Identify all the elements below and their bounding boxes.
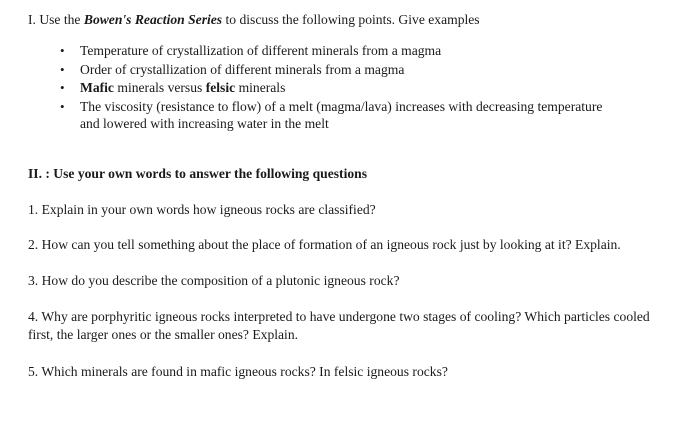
bullet-text-line-1: The viscosity (resistance to flow) of a melt (magma/lava) increases with decreasing temperature [80,98,603,114]
section-1-prompt [28,11,480,28]
bullet-bold-mafic: Mafic [80,80,114,95]
bullet-bold-felsic: felsic [205,80,236,95]
bullet-item [58,79,678,97]
section-2-heading: II. : Use your own words to answer the following questions [28,166,367,181]
section-1-suffix: to discuss the following points. Give examples [222,12,480,27]
section-1-prefix: I. Use the [28,12,84,27]
question-1: 1. Explain in your own words how igneous rocks are classified? [28,202,376,217]
bullet-text: Order of crystallization of different minerals from a magma [80,61,405,77]
question-3: 3. How do you describe the composition of a plutonic igneous rock? [28,273,400,288]
bullet-icon: • [60,61,65,77]
bullet-icon: • [60,43,65,58]
bullet-text: minerals versus [113,80,206,95]
section-1-emphasis: Bowen's Reaction Series [83,12,223,27]
question-2: 2. How can you tell something about the place of formation of an igneous rock just by looking at it? Explain. [28,237,621,252]
bullet-icon: • [60,80,65,95]
bullet-item [58,98,678,133]
section-1-bullet-list [58,42,678,134]
bullet-text-line-2: and lowered with increasing water in the melt [80,116,329,131]
bullet-text: Temperature of crystallization of different minerals from a magma [80,43,442,58]
bullet-item [58,61,678,79]
bullet-item [58,42,678,60]
question-5: 5. Which minerals are found in mafic igneous rocks? In felsic igneous rocks? [28,364,448,379]
bullet-text: minerals [235,80,286,95]
question-4: 4. Why are porphyritic igneous rocks interpreted to have undergone two stages of cooling? Which particles cooled first, the larger ones or the smaller ones? Explain. [28,309,650,342]
bullet-icon: • [60,98,65,114]
